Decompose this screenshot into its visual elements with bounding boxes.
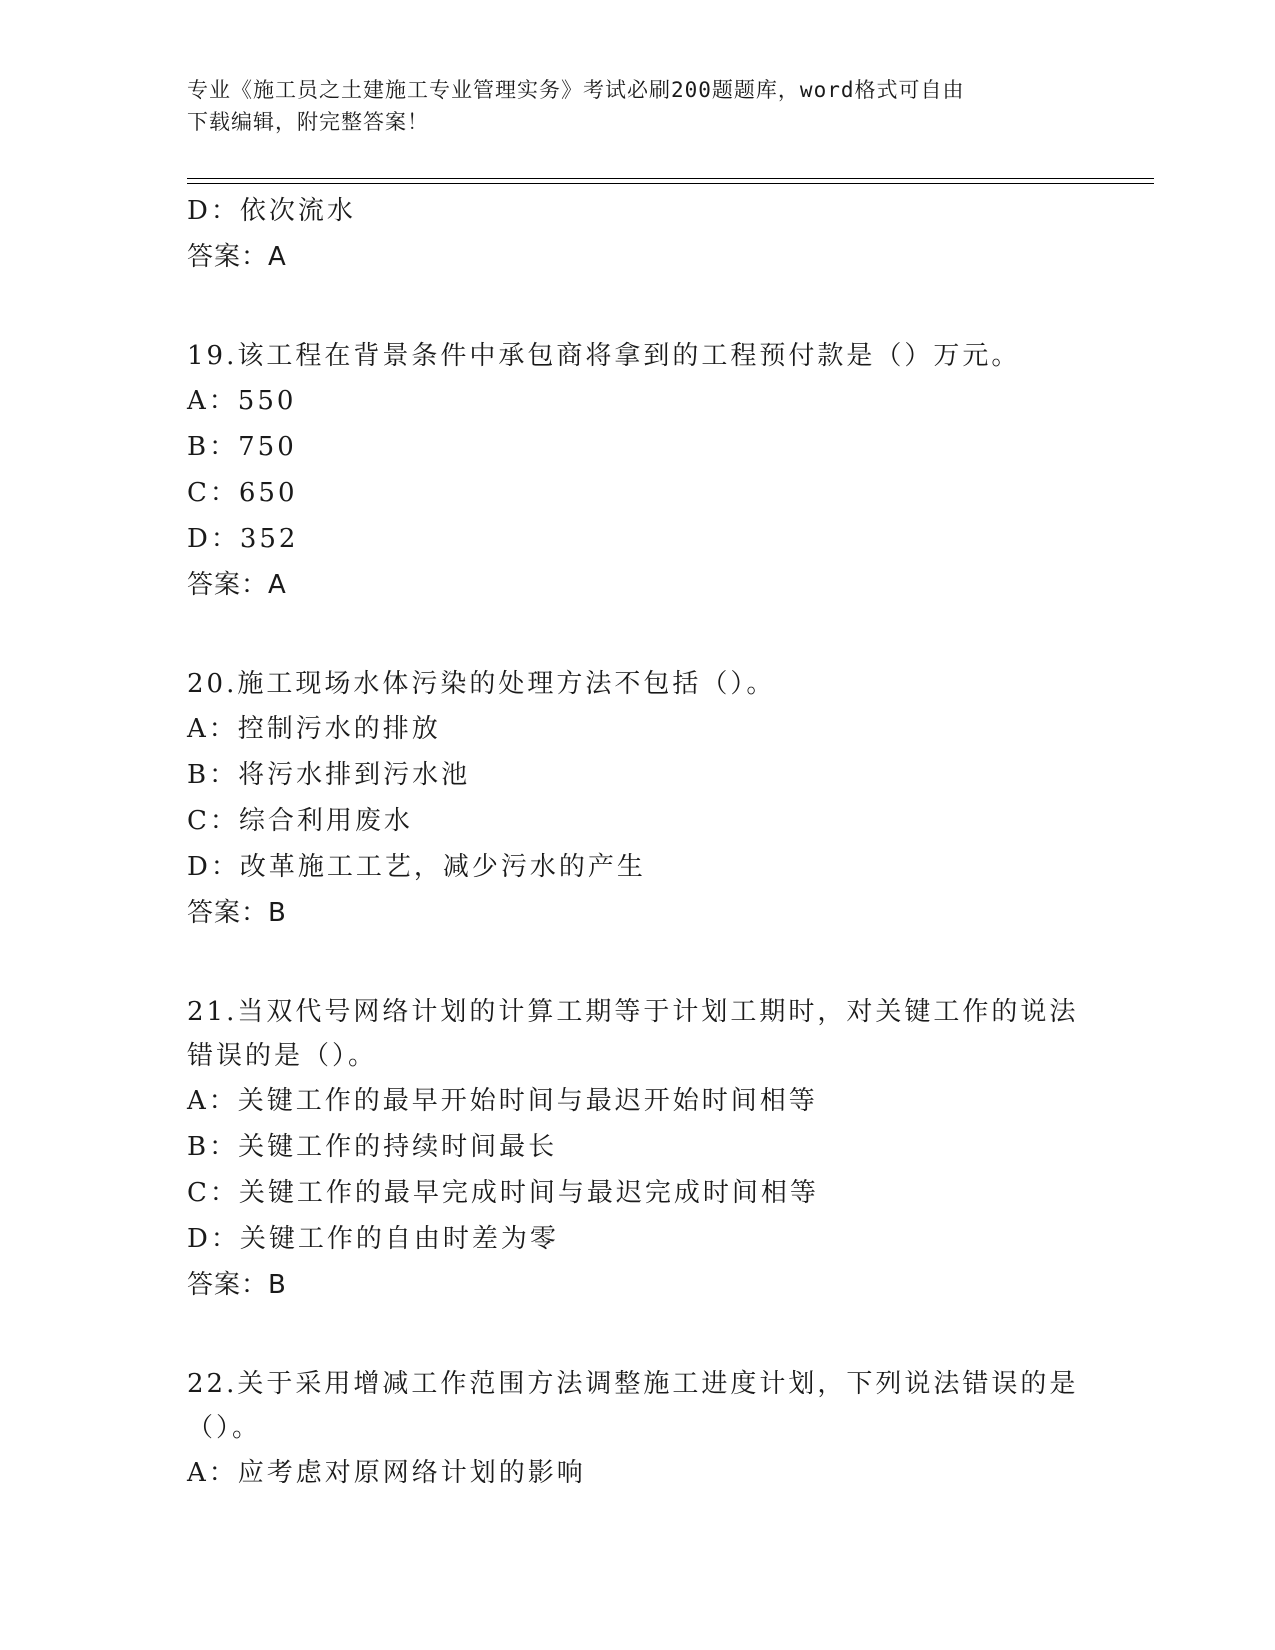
header-line-1: 专业《施工员之土建施工专业管理实务》考试必刷200题题库，word格式可自由 (187, 78, 965, 102)
document-header (187, 74, 1087, 138)
option-c: C：综合利用废水 (187, 806, 413, 836)
option-c: C：650 (187, 478, 298, 508)
question-stem: 19.该工程在背景条件中承包商将拿到的工程预付款是（）万元。 (187, 341, 1021, 371)
header-divider-bottom (187, 183, 1154, 184)
question-19 (187, 334, 1087, 608)
question-21 (187, 990, 1087, 1308)
question-22 (187, 1362, 1087, 1496)
header-line-2: 下载编辑，附完整答案！ (187, 110, 429, 134)
option-b: B：将污水排到污水池 (187, 760, 471, 790)
prev-option-d: D：依次流水 (187, 196, 356, 226)
prev-answer: 答案：A (187, 242, 287, 272)
option-b: B：750 (187, 432, 297, 462)
header-divider-top (187, 178, 1154, 179)
answer: 答案：B (187, 898, 287, 928)
option-c: C：关键工作的最早完成时间与最迟完成时间相等 (187, 1178, 819, 1208)
answer: 答案：B (187, 1270, 287, 1300)
option-d: D：关键工作的自由时差为零 (187, 1224, 559, 1254)
question-stem: 20.施工现场水体污染的处理方法不包括（）。 (187, 669, 776, 699)
answer: 答案：A (187, 570, 287, 600)
option-a: A：应考虑对原网络计划的影响 (187, 1458, 586, 1488)
question-stem: 21.当双代号网络计划的计算工期等于计划工期时，对关键工作的说法错误的是（）。 (187, 997, 1079, 1071)
option-a: A：550 (187, 386, 297, 416)
option-a: A：控制污水的排放 (187, 714, 441, 744)
question-content (187, 188, 1087, 1496)
option-b: B：关键工作的持续时间最长 (187, 1132, 558, 1162)
option-d: D：352 (187, 524, 299, 554)
question-20 (187, 662, 1087, 936)
option-a: A：关键工作的最早开始时间与最迟开始时间相等 (187, 1086, 818, 1116)
option-d: D：改革施工工艺，减少污水的产生 (187, 852, 646, 882)
question-stem: 22.关于采用增减工作范围方法调整施工进度计划，下列说法错误的是（）。 (187, 1369, 1079, 1443)
